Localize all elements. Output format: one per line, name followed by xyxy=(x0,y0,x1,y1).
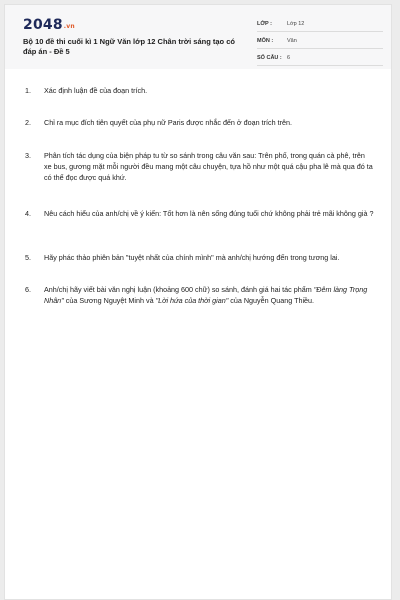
question-text-part: Anh/chị hãy viết bài văn nghị luận (khoảng 600 chữ) so sánh, đánh giá hai tác phẩm xyxy=(44,285,314,294)
question-text-part: của Nguyễn Quang Thiều. xyxy=(228,296,315,305)
meta-class-value: Lớp 12 xyxy=(287,21,305,27)
work-title-dem-lang-trong-nhan: "Đêm làng Trọng Nhân" xyxy=(44,285,368,305)
document-header xyxy=(5,5,391,69)
meta-subject-value: Văn xyxy=(287,38,297,44)
question-text: Xác định luận đề của đoạn trích. xyxy=(44,86,148,95)
document-title: Bộ 10 đề thi cuối kì 1 Ngữ Văn lớp 12 Chân trời sáng tạo có đáp án - Đề 5 xyxy=(23,37,235,56)
meta-count-row xyxy=(257,54,383,66)
question-text: Phân tích tác dụng của biện pháp tu từ so sánh trong câu văn sau: Trên phố, trong quán cà phê, trên xe bus, gương mặt mỗi người đều mang một câu chuyện, tựa hồ như một quá cậu pha lê mà qua đó ta có thể đọc được quá khứ. xyxy=(44,151,373,182)
meta-subject-label: MÔN : xyxy=(257,38,274,44)
document-meta xyxy=(257,20,383,71)
meta-count-label: SỐ CÂU : xyxy=(257,55,282,61)
question-text xyxy=(44,284,374,306)
question-number: 6. xyxy=(25,285,31,294)
logo-tld: .vn xyxy=(63,23,75,30)
document-page xyxy=(4,4,392,600)
question-text: Nêu cách hiểu của anh/chị về ý kiến: Tốt hơn là nên sống đúng tuổi chứ không phải trẻ mãi không già ? xyxy=(44,209,374,218)
question-number: 1. xyxy=(25,86,31,95)
question-text: Chỉ ra mục đích tiên quyết của phụ nữ Paris được nhắc đến ở đoạn trích trên. xyxy=(44,118,292,127)
question-number: 2. xyxy=(25,118,31,127)
meta-class-label: LỚP : xyxy=(257,21,272,27)
question-number: 5. xyxy=(25,253,31,262)
logo-text: 2048 xyxy=(23,17,63,33)
question-number: 4. xyxy=(25,209,31,218)
question-text: Hãy phác thảo phiên bản "tuyệt nhất của chính mình" mà anh/chị hướng đến trong tương lai. xyxy=(44,253,340,262)
meta-subject-row xyxy=(257,37,383,49)
meta-class-row xyxy=(257,20,383,32)
work-title-loi-hua-cua-thoi-gian: "Lời hứa của thời gian" xyxy=(155,296,229,305)
meta-count-value: 6 xyxy=(287,55,291,61)
site-logo[interactable] xyxy=(23,17,75,33)
question-number: 3. xyxy=(25,151,31,160)
question-text-part: của Sương Nguyệt Minh và xyxy=(63,296,156,305)
